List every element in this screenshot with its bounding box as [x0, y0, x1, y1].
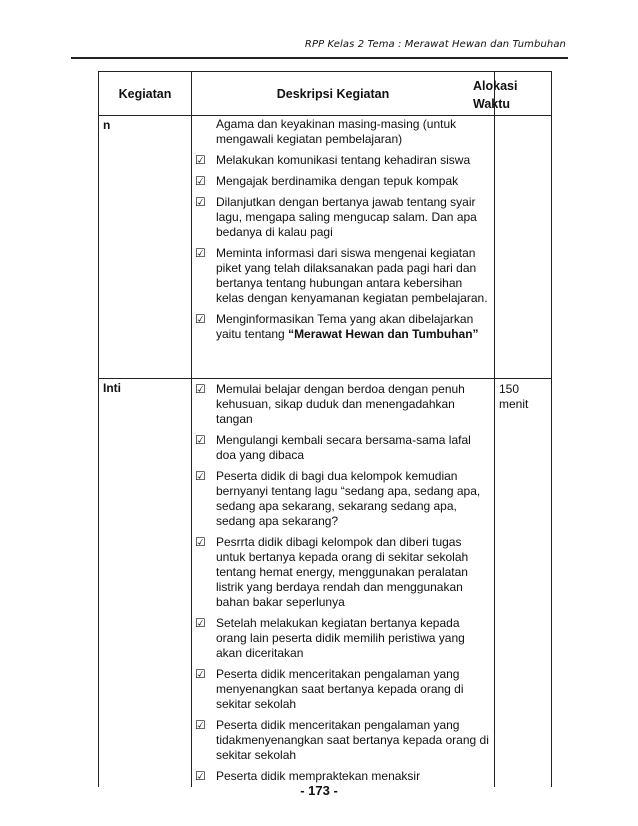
- table-row-pendahuluan: [99, 116, 552, 379]
- checkbox-icon: ☑: [195, 312, 206, 326]
- header-divider: [71, 57, 568, 59]
- deskripsi-cell: [192, 116, 495, 379]
- list-item: [195, 246, 490, 306]
- item-text: Memulai belajar dengan berdoa dengan penuh kehusuan, sikap duduk dan menengadahkan tangan: [216, 382, 465, 426]
- checkbox-icon: ☑: [195, 769, 206, 783]
- item-text: Melakukan komunikasi tentang kehadiran siswa: [216, 153, 471, 167]
- item-text: Peserta didik mempraktekan menaksir: [216, 769, 421, 783]
- running-header: RPP Kelas 2 Tema : Merawat Hewan dan Tumbuhan: [304, 39, 566, 50]
- column-header-waktu: Waktu: [473, 97, 511, 111]
- item-text: Peserta didik di bagi dua kelompok kemudian bernyanyi tentang lagu “sedang apa, sedang apa, sedang apa sekarang, sekarang sedang apa, sedang apa sekarang?: [216, 469, 481, 528]
- list-item: [195, 312, 490, 342]
- column-header-alokasi-waktu: [473, 72, 552, 116]
- intro-text: Agama dan keyakinan masing-masing (untuk mengawali kegiatan pembelajaran): [216, 117, 457, 146]
- list-item: [195, 535, 490, 610]
- item-text: Peserta didik menceritakan pengalaman yang tidakmenyenangkan saat bertanya kepada orang di sekitar sekolah: [216, 718, 489, 762]
- list-item: [195, 195, 490, 240]
- deskripsi-cell: [192, 379, 495, 788]
- checkbox-icon: ☑: [195, 469, 206, 483]
- checkbox-icon: ☑: [195, 195, 206, 209]
- table-header-row: [99, 72, 552, 116]
- kegiatan-cell: Inti: [99, 379, 192, 788]
- alokasi-unit: menit: [499, 397, 529, 411]
- item-text: Setelah melakukan kegiatan bertanya kepada orang lain peserta didik memilih peristiwa yang akan diceritakan: [216, 616, 465, 660]
- item-text: [216, 312, 490, 342]
- item-text: Meminta informasi dari siswa mengenai kegiatan piket yang telah dilaksanakan pada pagi hari dan bertanya tentang hubungan antara kebersihan kelas dengan kenyamanan kegiatan pembelajaran.: [216, 246, 488, 305]
- item-text: Pesrrta didik dibagi kelompok dan diberi tugas untuk bertanya kepada orang di sekitar sekolah tentang hemat energy, menggunakan peralatan listrik yang berdaya rendah dan menggunakan bahan bakar seperlunya: [216, 535, 469, 609]
- checkbox-icon: ☑: [195, 718, 206, 732]
- item-text: Dilanjutkan dengan bertanya jawab tentang syair lagu, mengapa saling mengucap salam. Dan apa bedanya di kalau pagi: [216, 195, 477, 239]
- alokasi-cell: [495, 379, 552, 788]
- checkbox-icon: ☑: [195, 433, 206, 447]
- item-text: Mengajak berdinamika dengan tepuk kompak: [216, 174, 459, 188]
- list-item: [195, 469, 490, 529]
- checkbox-icon: ☑: [195, 153, 206, 167]
- list-item: [195, 382, 490, 427]
- item-text: Peserta didik menceritakan pengalaman yang menyenangkan saat bertanya kepada orang di sekitar sekolah: [216, 667, 464, 711]
- checkbox-icon: ☑: [195, 382, 206, 396]
- list-item: [195, 433, 490, 463]
- list-item: [195, 667, 490, 712]
- tema-title: “Merawat Hewan dan Tumbuhan”: [288, 327, 479, 341]
- checkbox-icon: ☑: [195, 616, 206, 630]
- column-header-deskripsi: Deskripsi Kegiatan: [192, 72, 495, 116]
- list-item: [195, 153, 490, 168]
- alokasi-value: 150: [499, 382, 520, 396]
- kegiatan-cell: n: [99, 116, 192, 379]
- list-item: [195, 718, 490, 763]
- column-header-kegiatan: Kegiatan: [99, 72, 192, 116]
- checkbox-icon: ☑: [195, 535, 206, 549]
- checkbox-icon: ☑: [195, 246, 206, 260]
- page-number: - 173 -: [300, 783, 338, 798]
- alokasi-cell: [495, 116, 552, 379]
- item-text: Mengulangi kembali secara bersama-sama lafal doa yang dibaca: [216, 433, 471, 462]
- lesson-activity-table: [98, 71, 552, 787]
- item-text-prefix: Menginformasikan Tema yang akan dibelajarkan yaitu tentang: [216, 312, 474, 341]
- table-row-inti: [99, 379, 552, 788]
- list-item: [195, 616, 490, 661]
- list-item: [195, 769, 490, 784]
- list-item: [195, 174, 490, 189]
- column-header-alokasi: Alokasi: [473, 79, 518, 93]
- checkbox-icon: ☑: [195, 667, 206, 681]
- checkbox-icon: ☑: [195, 174, 206, 188]
